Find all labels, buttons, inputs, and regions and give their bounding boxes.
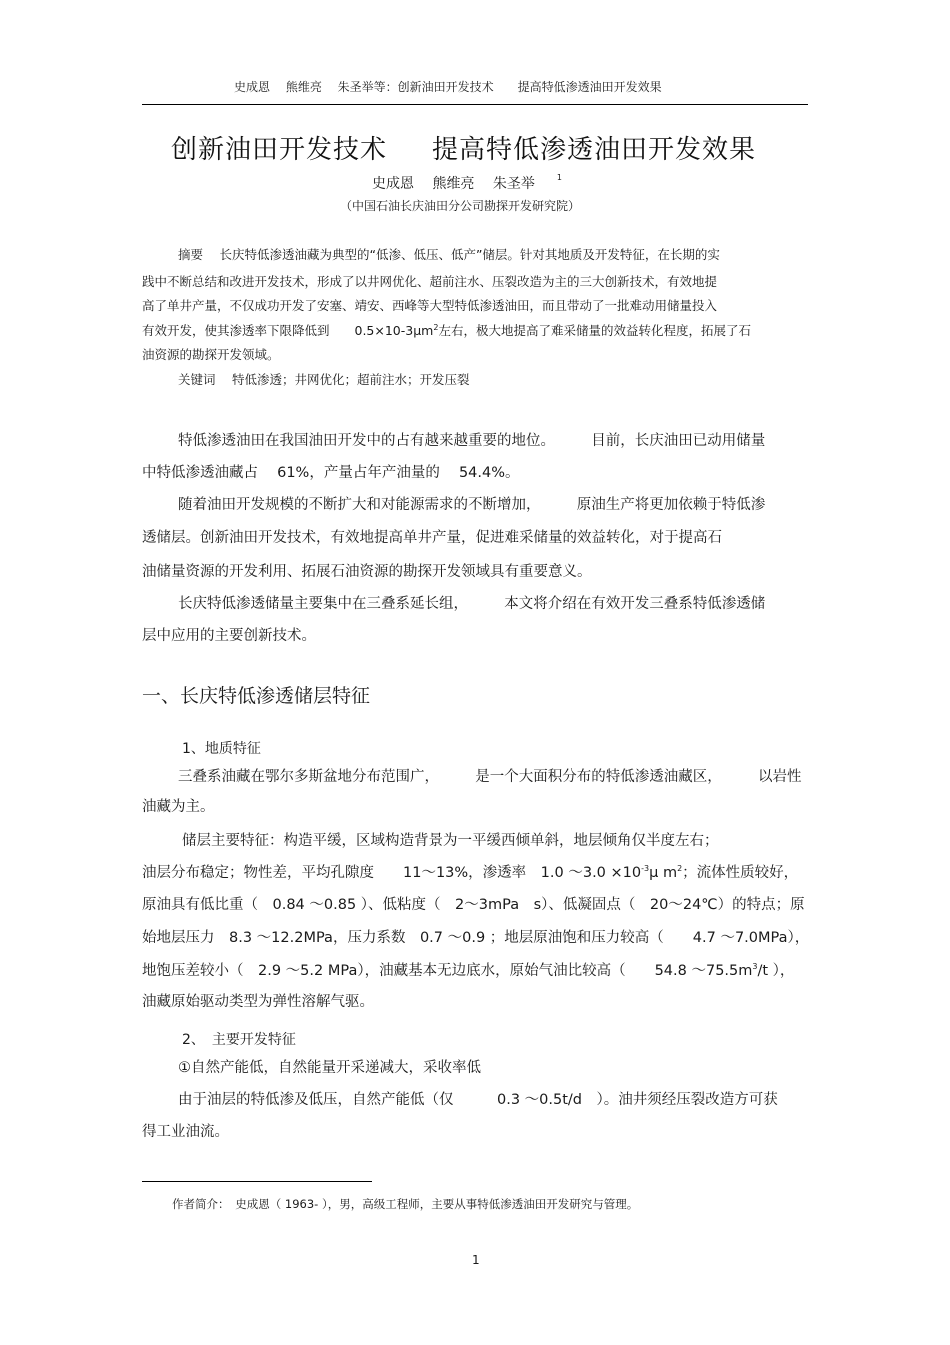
intro-line-1: 特低渗透油田在我国油田开发中的占有越来越重要的地位。 目前，长庆油田已动用储量 xyxy=(178,433,766,449)
geo-line-7-sup: 3 xyxy=(752,962,758,971)
geo-line-7 xyxy=(142,963,794,978)
abstract-line-1: 摘要 长庆特低渗透油藏为典型的“低渗、低压、低产”储层。针对其地质及开发特征，在长期的实 xyxy=(178,247,720,262)
abstract-line-4-head: 有效开发，使其渗透率下限降低到 0.5×10-3μm xyxy=(142,323,434,339)
author-names-text: 史成恩 熊维亮 朱圣举 xyxy=(372,176,535,192)
keywords: 关键词 特低渗透；井网优化；超前注水；开发压裂 xyxy=(178,372,470,387)
title-part2: 提高特低渗透油田开发效果 xyxy=(432,135,757,165)
intro-line-7: 层中应用的主要创新技术。 xyxy=(142,628,316,644)
geo-line-4-a: 油层分布稳定；物性差，平均孔隙度 11～13%，渗透率 1.0 ～3.0 ×10 xyxy=(142,864,642,881)
abstract-line-4-tail: 左右，极大地提高了难采储量的效益转化程度，拓展了石 xyxy=(438,323,751,339)
dev-item-1: ①自然产能低，自然能量开采递减大，采收率低 xyxy=(178,1060,481,1076)
footnote-rule xyxy=(142,1181,372,1182)
abstract-line-5: 油资源的勘探开发领域。 xyxy=(142,347,280,362)
header-rule xyxy=(142,104,808,105)
geo-line-7-b: /t ）， xyxy=(757,962,795,979)
geo-line-7-a: 地饱压差较小（ 2.9 ～5.2 MPa），油藏基本无边底水，原始气油比较高（ 54.8 ～75.5m xyxy=(142,962,753,979)
title-part1: 创新油田开发技术 xyxy=(171,135,388,165)
subsection-heading-1: 1、地质特征 xyxy=(182,741,261,757)
intro-line-3: 随着油田开发规模的不断扩大和对能源需求的不断增加， 原油生产将更加依赖于特低渗 xyxy=(178,497,766,513)
dev-line-2: 得工业油流。 xyxy=(142,1124,229,1140)
geo-line-8: 油藏原始驱动类型为弹性溶解气驱。 xyxy=(142,994,374,1010)
page-number: 1 xyxy=(472,1253,480,1267)
abstract-line-3: 高了单井产量，不仅成功开发了安塞、靖安、西峰等大型特低渗透油田，而且带动了一批难动用储量投入 xyxy=(142,298,718,313)
geo-line-4-sup2: 2 xyxy=(677,864,683,873)
intro-line-4: 透储层。创新油田开发技术，有效地提高单井产量，促进难采储量的效益转化，对于提高石 xyxy=(142,530,722,546)
geo-line-4-c: ；流体性质较好， xyxy=(682,864,799,881)
abstract-line-4-sup: 2 xyxy=(433,323,439,332)
geo-line-6: 始地层压力 8.3 ～12.2MPa，压力系数 0.7 ～0.9 ；地层原油饱和压力较高（ 4.7 ～7.0MPa）， xyxy=(142,930,810,946)
abstract-line-2: 践中不断总结和改进开发技术，形成了以井网优化、超前注水、压裂改造为主的三大创新技术，有效地提 xyxy=(142,274,718,289)
geo-line-3: 储层主要特征：构造平缓，区域构造背景为一平缓西倾单斜，地层倾角仅半度左右； xyxy=(182,833,719,849)
author-bio-footnote: 作者简介： 史成恩（ 1963- ），男，高级工程师，主要从事特低渗透油田开发研究与管理。 xyxy=(172,1197,639,1211)
geo-line-2: 油藏为主。 xyxy=(142,799,215,815)
geo-line-4-b: μ m xyxy=(649,864,678,881)
affiliation: （中国石油长庆油田分公司勘探开发研究院） xyxy=(340,199,581,213)
geo-line-1: 三叠系油藏在鄂尔多斯盆地分布范围广， 是一个大面积分布的特低渗透油藏区， 以岩性 xyxy=(178,769,802,785)
geo-line-5: 原油具有低比重（ 0.84 ～0.85 ）、低粘度（ 2～3mPa s）、低凝固点（ 20～24℃）的特点；原 xyxy=(142,897,805,913)
intro-line-6: 长庆特低渗透储量主要集中在三叠系延长组， 本文将介绍在有效开发三叠系特低渗透储 xyxy=(178,596,766,612)
subsection-heading-2: 2、 主要开发特征 xyxy=(182,1032,296,1048)
abstract-line-4 xyxy=(142,324,751,338)
geo-line-4-sup1: -3 xyxy=(641,864,650,873)
dev-line-1: 由于油层的特低渗及低压，自然产能低（仅 0.3 ～0.5t/d ）。油井须经压裂改造方可获 xyxy=(178,1092,778,1108)
intro-line-5: 油储量资源的开发利用、拓展石油资源的勘探开发领域具有重要意义。 xyxy=(142,564,592,580)
author-footnote-mark: 1 xyxy=(556,173,562,182)
intro-line-2: 中特低渗透油藏占 61%，产量占年产油量的 54.4%。 xyxy=(142,465,520,481)
geo-line-4 xyxy=(142,865,798,880)
author-names xyxy=(372,173,562,193)
running-head: 史成恩 熊维亮 朱圣举等：创新油田开发技术 提高特低渗透油田开发效果 xyxy=(234,80,662,94)
section-heading-1: 一、长庆特低渗透储层特征 xyxy=(142,685,371,707)
